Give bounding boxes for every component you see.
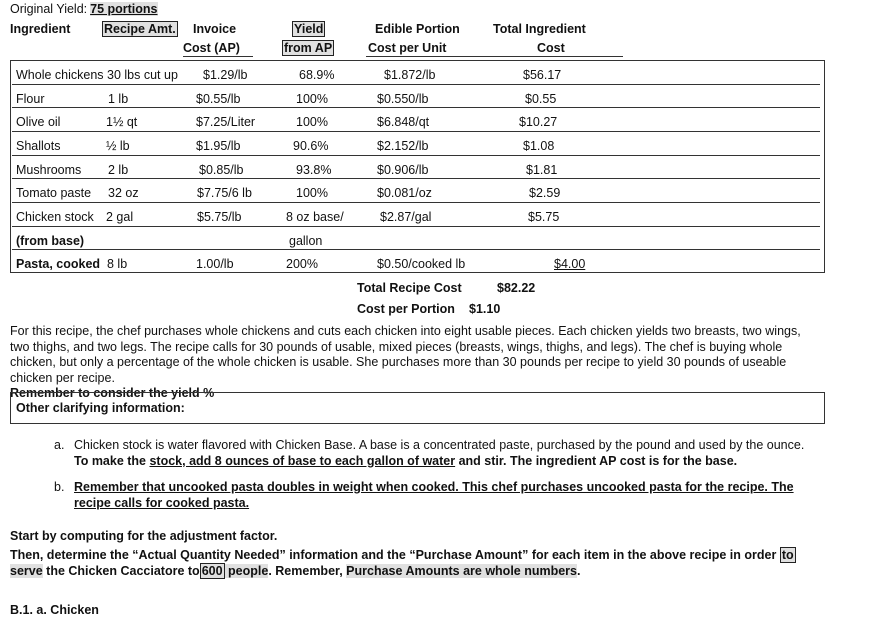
row-total: $4.00 xyxy=(554,257,586,271)
instruction-highlight-whole-numbers: Purchase Amounts are whole numbers xyxy=(346,564,578,578)
original-yield-line xyxy=(10,2,158,16)
row-total: $56.17 xyxy=(523,68,562,82)
invoice-header-underline xyxy=(183,56,253,57)
row-ep-cost: $0.50/cooked lb xyxy=(377,257,466,271)
note-a-text: Chicken stock is water flavored with Chicken Base. A base is a concentrated paste, purchased by the pound and used by the ounce. xyxy=(74,438,805,452)
col-invoice-header-2: Cost (AP) xyxy=(183,41,240,55)
section-heading: B.1. a. Chicken xyxy=(10,603,99,617)
col-recipe-amt-header: Recipe Amt. xyxy=(104,22,176,36)
instruction-highlight-people: people xyxy=(224,564,269,578)
row-ingredient: Tomato paste xyxy=(16,186,92,200)
row-total: $5.75 xyxy=(528,210,560,224)
note-b-marker: b. xyxy=(54,480,65,494)
instruction-highlight-600: 600 xyxy=(201,564,223,578)
row-amount: 2 gal xyxy=(106,210,134,224)
clarifying-info-label: Other clarifying information: xyxy=(16,401,185,415)
col-total-header-2: Cost xyxy=(537,41,565,55)
row-divider xyxy=(12,84,820,85)
row-amount: 1 lb xyxy=(108,92,129,106)
row-total: $2.59 xyxy=(529,186,561,200)
instruction-text: the Chicken Cacciatore xyxy=(42,564,188,578)
row-invoice: $0.55/lb xyxy=(196,92,241,106)
row-invoice: $5.75/lb xyxy=(197,210,242,224)
row-divider xyxy=(12,107,820,108)
note-a-bold-end: and stir. The ingredient AP cost is for the base. xyxy=(455,453,738,468)
col-ep-header-2: Cost per Unit xyxy=(368,41,447,55)
row-ingredient: Mushrooms xyxy=(16,163,82,177)
row-yield: 100% xyxy=(296,92,328,106)
original-yield-label: Original Yield: xyxy=(10,2,88,16)
row-amount: ½ lb xyxy=(106,139,130,153)
row-ep-cost: $6.848/qt xyxy=(377,115,430,129)
row-yield: 100% xyxy=(296,115,328,129)
intro-paragraph xyxy=(10,324,810,402)
clarifying-info-box xyxy=(10,392,825,424)
row-ep-cost: $2.152/lb xyxy=(377,139,429,153)
intro-reminder: Remember to consider the yield % xyxy=(10,386,215,400)
intro-text: For this recipe, the chef purchases whole chickens and cuts each chicken into eight usable pieces. Each chicken yields two breasts, two wings, two thighs, and two legs. The recipe calls for 30 pounds of usable, mixed pieces (breasts, wings, thighs, and legs). The chef is buying whole chicken, but only a percentage of the whole chicken is usable. She purchases more than 30 pounds per recipe to yield 30 pounds of useable chicken per recipe. xyxy=(10,324,801,385)
col-ep-header-1: Edible Portion xyxy=(375,22,460,36)
total-recipe-cost-label: Total Recipe Cost xyxy=(357,281,462,295)
note-b-text: Remember that uncooked pasta doubles in weight when cooked. This chef purchases uncooked pasta for the recipe. The recipe calls for cooked pasta. xyxy=(74,480,794,510)
note-a-marker: a. xyxy=(54,438,65,452)
row-divider xyxy=(12,249,820,250)
row-ep-cost: $2.87/gal xyxy=(380,210,432,224)
row-ingredient: (from base) xyxy=(16,234,85,248)
row-ep-cost: $0.081/oz xyxy=(377,186,432,200)
row-divider xyxy=(12,155,820,156)
row-divider xyxy=(12,226,820,227)
row-invoice: $0.85/lb xyxy=(199,163,244,177)
row-ingredient: Pasta, cooked xyxy=(16,257,101,271)
row-yield: 200% xyxy=(286,257,318,271)
row-total: $0.55 xyxy=(525,92,557,106)
note-a-underlined: stock, add 8 ounces of base to each gallon of water xyxy=(149,453,456,468)
note-a-bold: To make the xyxy=(74,453,150,468)
row-total: $1.08 xyxy=(523,139,555,153)
col-yield-header-2: from AP xyxy=(284,41,333,55)
instruction-line-2 xyxy=(10,548,796,562)
row-ingredient: Whole chickens 30 lbs cut up xyxy=(16,68,178,82)
col-ingredient-header: Ingredient xyxy=(10,22,71,36)
cost-per-portion-label: Cost per Portion xyxy=(357,302,455,316)
cost-per-portion-value: $1.10 xyxy=(469,302,501,316)
row-total: $1.81 xyxy=(526,163,558,177)
col-yield-header-1: Yield xyxy=(294,22,324,36)
row-amount: 8 lb xyxy=(107,257,128,271)
instruction-highlight-to: to xyxy=(781,548,794,562)
row-invoice: $1.95/lb xyxy=(196,139,241,153)
row-yield: 90.6% xyxy=(293,139,329,153)
row-amount: 32 oz xyxy=(108,186,139,200)
total-recipe-cost-value: $82.22 xyxy=(497,281,536,295)
row-invoice: 1.00/lb xyxy=(196,257,234,271)
row-ingredient: Flour xyxy=(16,92,45,106)
col-total-header-1: Total Ingredient xyxy=(493,22,586,36)
total-header-underline xyxy=(490,56,623,57)
row-invoice: $7.25/Liter xyxy=(196,115,256,129)
row-ingredient: Olive oil xyxy=(16,115,61,129)
row-divider xyxy=(12,178,820,179)
instruction-line-3 xyxy=(10,564,581,578)
original-yield-value: 75 portions xyxy=(90,2,158,16)
row-yield: gallon xyxy=(289,234,323,248)
row-yield: 100% xyxy=(296,186,328,200)
instruction-adjustment-factor: Start by computing for the adjustment factor. xyxy=(10,529,278,543)
row-invoice: $1.29/lb xyxy=(203,68,248,82)
instruction-text: . xyxy=(577,564,581,578)
row-ingredient: Chicken stock xyxy=(16,210,94,224)
row-amount: 1½ qt xyxy=(106,115,138,129)
row-divider xyxy=(12,202,820,203)
row-ep-cost: $0.906/lb xyxy=(377,163,429,177)
row-yield: 93.8% xyxy=(296,163,332,177)
instruction-highlight-serve: serve xyxy=(10,564,43,578)
col-invoice-header-1: Invoice xyxy=(193,22,237,36)
row-divider xyxy=(12,131,820,132)
note-a xyxy=(54,438,818,469)
instruction-text: Then, determine the “Actual Quantity Needed” information and the “Purchase Amount” for each item in the above recipe in order xyxy=(10,548,780,562)
instruction-text: . Remember, xyxy=(268,564,347,578)
note-b xyxy=(54,480,818,511)
instruction-text: to xyxy=(187,564,200,578)
row-yield: 68.9% xyxy=(299,68,335,82)
row-ep-cost: $1.872/lb xyxy=(384,68,436,82)
row-ep-cost: $0.550/lb xyxy=(377,92,429,106)
row-ingredient: Shallots xyxy=(16,139,61,153)
row-invoice: $7.75/6 lb xyxy=(197,186,252,200)
row-amount: 2 lb xyxy=(108,163,129,177)
row-yield: 8 oz base/ xyxy=(286,210,344,224)
row-total: $10.27 xyxy=(519,115,558,129)
